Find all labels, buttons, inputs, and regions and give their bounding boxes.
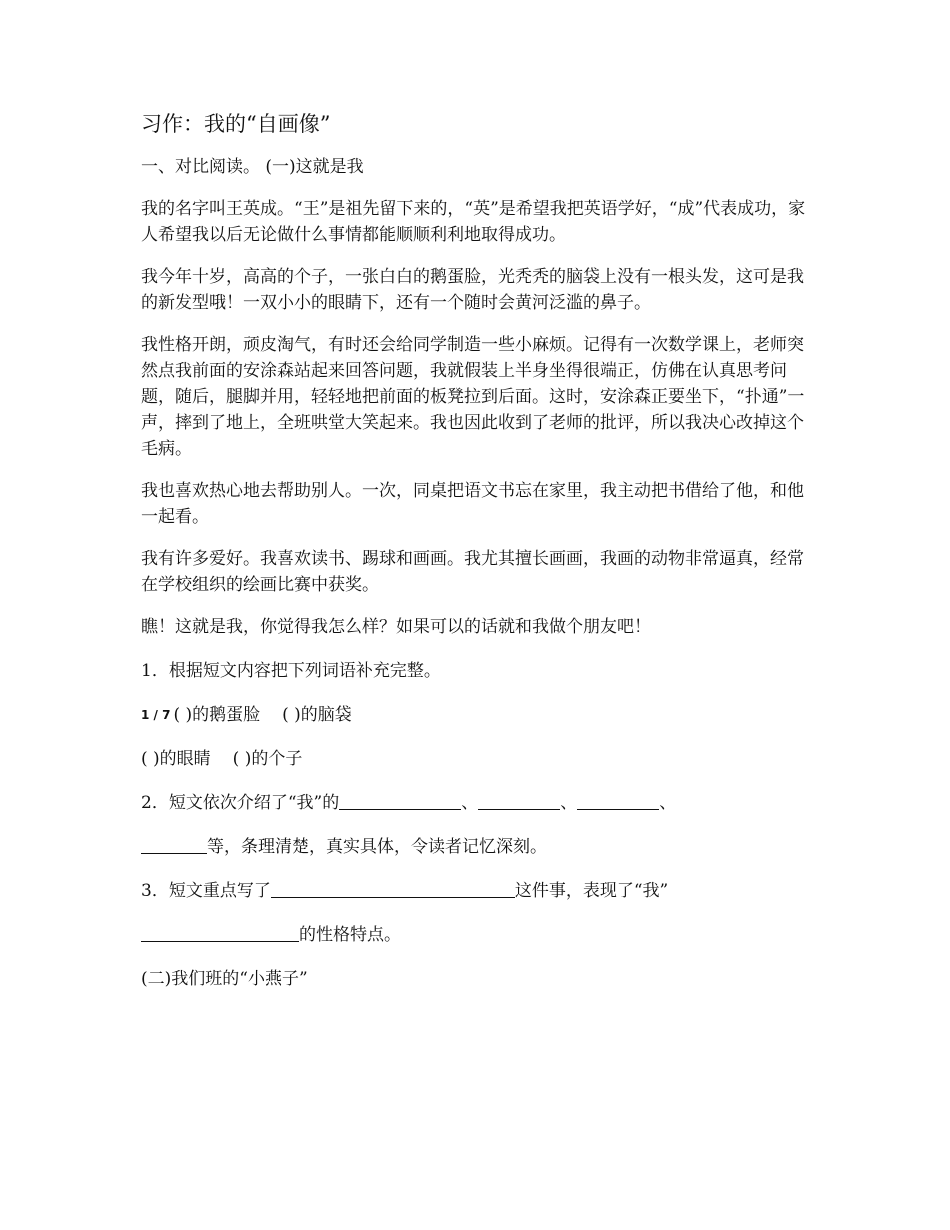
question-3-line-2 <box>141 922 811 948</box>
answer-blank-q2-3[interactable] <box>577 791 659 810</box>
answer-blank-q2-2[interactable] <box>478 791 560 810</box>
document-page <box>141 108 811 992</box>
answer-blank-q2-4[interactable] <box>141 835 207 854</box>
page-number: 1 / 7 <box>141 708 171 722</box>
question-1-row-1 <box>141 702 811 728</box>
question-1-row-2 <box>141 746 811 772</box>
paragraph-appearance: 我今年十岁，高高的个子，一张白白的鹅蛋脸，光秃秃的脑袋上没有一根头发，这可是我的新发型哦！一双小小的眼睛下，还有一个随时会黄河泛滥的鼻子。 <box>141 267 804 313</box>
fill-blank-head[interactable]: ( )的脑袋 <box>282 705 352 725</box>
question-2-suffix: 等，条理清楚，真实具体，令读者记忆深刻。 <box>207 837 547 857</box>
question-1: 1．根据短文内容把下列词语补充完整。 <box>141 661 441 681</box>
section-heading-1: 一、对比阅读。 (一)这就是我 <box>141 157 364 177</box>
question-3-mid: 这件事，表现了“我” <box>514 881 669 901</box>
question-3-suffix: 的性格特点。 <box>299 925 401 945</box>
question-3-line-1 <box>141 878 811 904</box>
question-2-prompt: 2．短文依次介绍了“我”的 <box>141 793 340 813</box>
question-2-line-2 <box>141 834 811 860</box>
answer-blank-q3-2[interactable] <box>141 923 299 942</box>
question-3-prompt: 3．短文重点写了 <box>141 881 271 901</box>
answer-blank-q3-1[interactable] <box>271 879 515 898</box>
fill-blank-height[interactable]: ( )的个子 <box>232 749 303 769</box>
paragraph-name: 我的名字叫王英成。“王”是祖先留下来的，“英”是希望我把英语学好，“成”代表成功，家人希望我以后无论做什么事情都能顺顺利利地取得成功。 <box>141 199 806 245</box>
fill-blank-egg-face[interactable]: ( )的鹅蛋脸 <box>173 705 261 725</box>
fill-blank-eyes[interactable]: ( )的眼睛 <box>141 749 211 769</box>
paragraph-helping: 我也喜欢热心地去帮助别人。一次，同桌把语文书忘在家里，我主动把书借给了他，和他一起看。 <box>141 481 804 527</box>
separator: 、 <box>560 793 578 813</box>
answer-blank-q2-1[interactable] <box>339 791 461 810</box>
paragraph-personality: 我性格开朗，顽皮淘气，有时还会给同学制造一些小麻烦。记得有一次数学课上，老师突然点我前面的安涂森站起来回答问题，我就假装上半身坐得很端正，仿佛在认真思考问题，随后，腿脚并用，轻轻地把前面的板凳拉到后面。这时，安涂森正要坐下，“扑通”一声，摔到了地上，全班哄堂大笑起来。我也因此收到了老师的批评，所以我决心改掉这个毛病。 <box>141 335 805 459</box>
question-2-line-1 <box>141 790 811 816</box>
separator: 、 <box>659 793 677 813</box>
separator: 、 <box>461 793 479 813</box>
paragraph-closing: 瞧！这就是我，你觉得我怎么样？如果可以的话就和我做个朋友吧！ <box>141 617 651 637</box>
paragraph-hobbies: 我有许多爱好。我喜欢读书、踢球和画画。我尤其擅长画画，我画的动物非常逼真，经常在学校组织的绘画比赛中获奖。 <box>141 549 804 595</box>
section-heading-2: (二)我们班的“小燕子” <box>141 969 308 989</box>
page-title: 习作：我的“自画像” <box>141 112 331 136</box>
